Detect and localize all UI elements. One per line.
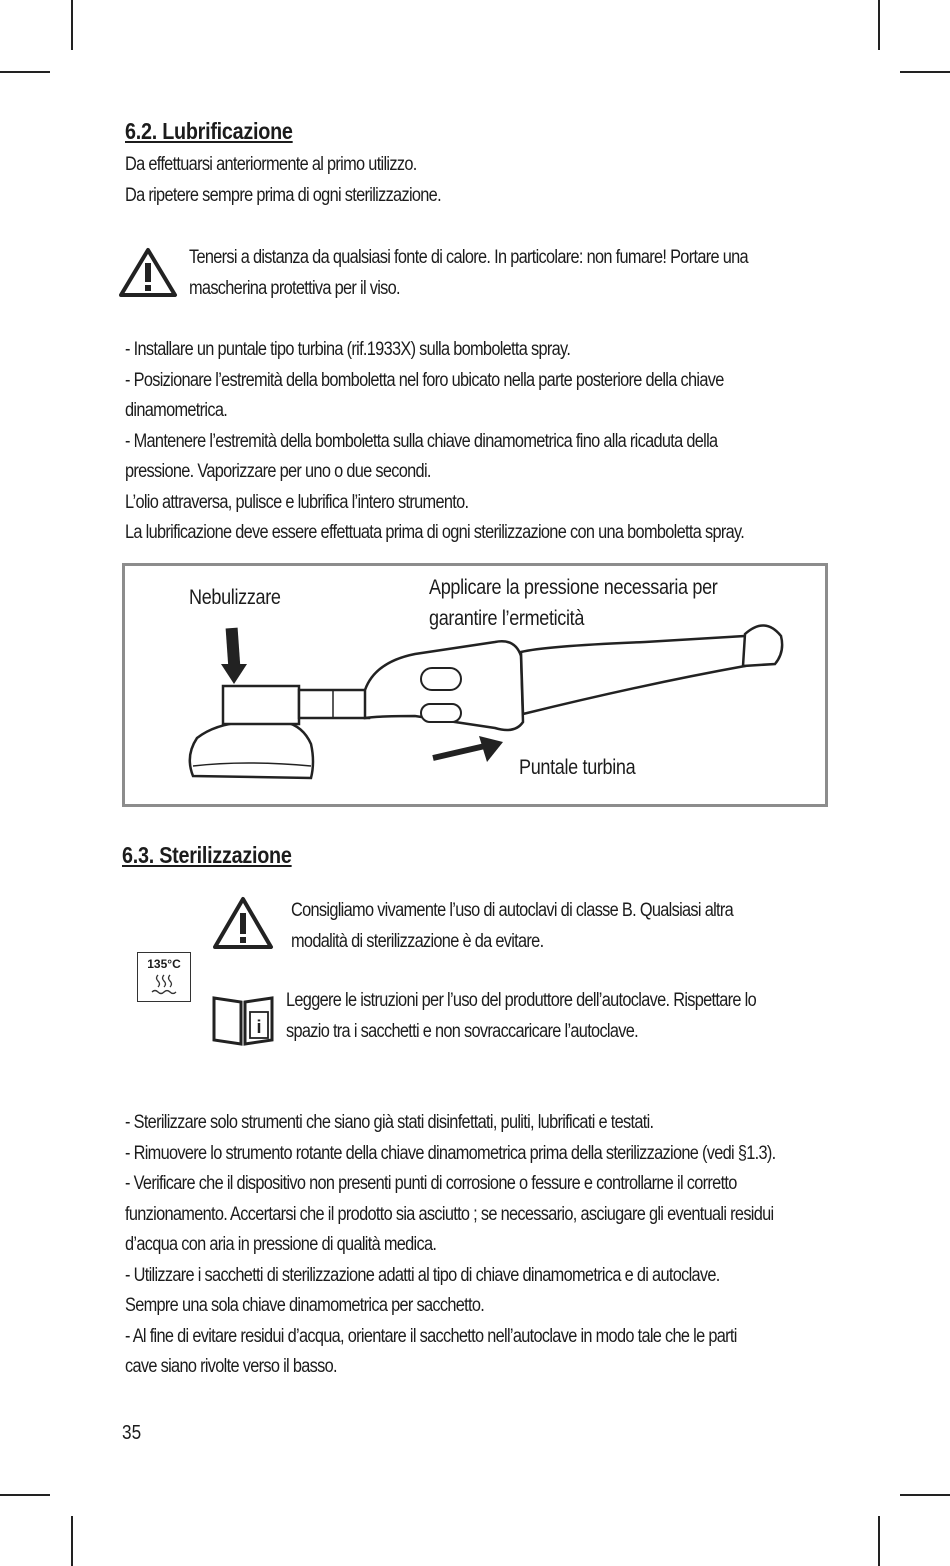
instruction-line: spazio tra i sacchetti e non sovraccaricare l’autoclave. (286, 1020, 639, 1042)
step-line: - Al fine di evitare residui d’acqua, orientare il sacchetto nell’autoclave in modo tale che le parti (125, 1325, 737, 1347)
step-line: cave siano rivolte verso il basso. (125, 1356, 337, 1377)
warning-line: Consigliamo vivamente l’uso di autoclavi di classe B. Qualsiasi altra (291, 900, 734, 921)
step-line: - Installare un puntale tipo turbina (rif.1933X) sulla bomboletta spray. (125, 339, 571, 360)
warning-line: modalità di sterilizzazione è da evitare. (291, 930, 544, 952)
heat-warning-text (189, 243, 748, 304)
crop-mark (900, 1494, 950, 1496)
crop-mark (0, 71, 50, 73)
page-number: 35 (122, 1422, 142, 1444)
step-line: La lubrificazione deve essere effettuata prima di ogni sterilizzazione con una bomboletta spray. (125, 522, 745, 543)
step-line: - Utilizzare i sacchetti di sterilizzazione adatti al tipo di chiave dinamometrica e di autoclave. (125, 1264, 720, 1286)
section-heading-sterilizzazione: 6.3. Sterilizzazione (122, 842, 292, 868)
autoclave-class-warning (291, 896, 733, 957)
warning-line: Tenersi a distanza da qualsiasi fonte di calore. In particolare: non fumare! Portare una (189, 247, 748, 268)
intro-line: Da ripetere sempre prima di ogni sterilizzazione. (125, 184, 441, 206)
warning-triangle-icon (118, 246, 178, 298)
label-pressure-line: garantire l’ermeticità (429, 607, 585, 630)
autoclave-135-icon (137, 952, 191, 1002)
svg-text:i: i (256, 1017, 262, 1037)
step-line: Sempre una sola chiave dinamometrica per sacchetto. (125, 1295, 485, 1316)
step-line: funzionamento. Accertarsi che il prodotto sia asciutto ; se necessario, asciugare gli eventuali residui (125, 1203, 774, 1225)
crop-mark (71, 0, 73, 50)
lubrication-steps (125, 335, 744, 549)
crop-mark (878, 1516, 880, 1566)
warning-line: mascherina protettiva per il viso. (189, 277, 400, 299)
lubrication-intro (125, 150, 441, 211)
step-line: L’olio attraversa, pulisce e lubrifica l’intero strumento. (125, 491, 469, 513)
step-line: d’acqua con aria in pressione di qualità medica. (125, 1234, 437, 1255)
arrow-right-icon (433, 736, 503, 762)
step-line: - Sterilizzare solo strumenti che siano già stati disinfettati, puliti, lubrificati e testati. (125, 1112, 654, 1133)
intro-line: Da effettuarsi anteriormente al primo utilizzo. (125, 154, 417, 175)
section-heading-lubrificazione: 6.2. Lubrificazione (125, 118, 293, 144)
arrow-down-icon (221, 628, 247, 684)
step-line: - Verificare che il dispositivo non presenti punti di corrosione o fessure e controllarne il corretto (125, 1173, 737, 1194)
step-line: - Mantenere l’estremità della bomboletta sulla chiave dinamometrica fino alla ricaduta della (125, 430, 718, 452)
crop-mark (900, 71, 950, 73)
step-line: - Rimuovere lo strumento rotante della chiave dinamometrica prima della sterilizzazione (vedi §1.3). (125, 1142, 776, 1164)
label-pressure (429, 572, 717, 634)
instruction-line: Leggere le istruzioni per l’uso del produttore dell’autoclave. Rispettare lo (286, 990, 756, 1011)
crop-mark (878, 0, 880, 50)
sterilization-steps (125, 1108, 775, 1383)
steam-icon (138, 971, 192, 997)
warning-triangle-icon (212, 895, 274, 951)
instructions-book-icon (210, 992, 276, 1048)
label-nebulizzare: Nebulizzare (189, 586, 281, 609)
label-pressure-line: Applicare la pressione necessaria per (429, 576, 718, 599)
autoclave-instructions-text (286, 986, 756, 1047)
step-line: pressione. Vaporizzare per uno o due secondi. (125, 461, 431, 482)
autoclave-temperature: 135°C (147, 957, 181, 971)
lubrication-figure (122, 563, 828, 807)
crop-mark (71, 1516, 73, 1566)
label-puntale-turbina: Puntale turbina (519, 756, 636, 779)
crop-mark (0, 1494, 50, 1496)
step-line: - Posizionare l’estremità della bomboletta nel foro ubicato nella parte posteriore della chiave (125, 369, 724, 391)
step-line: dinamometrica. (125, 400, 228, 421)
